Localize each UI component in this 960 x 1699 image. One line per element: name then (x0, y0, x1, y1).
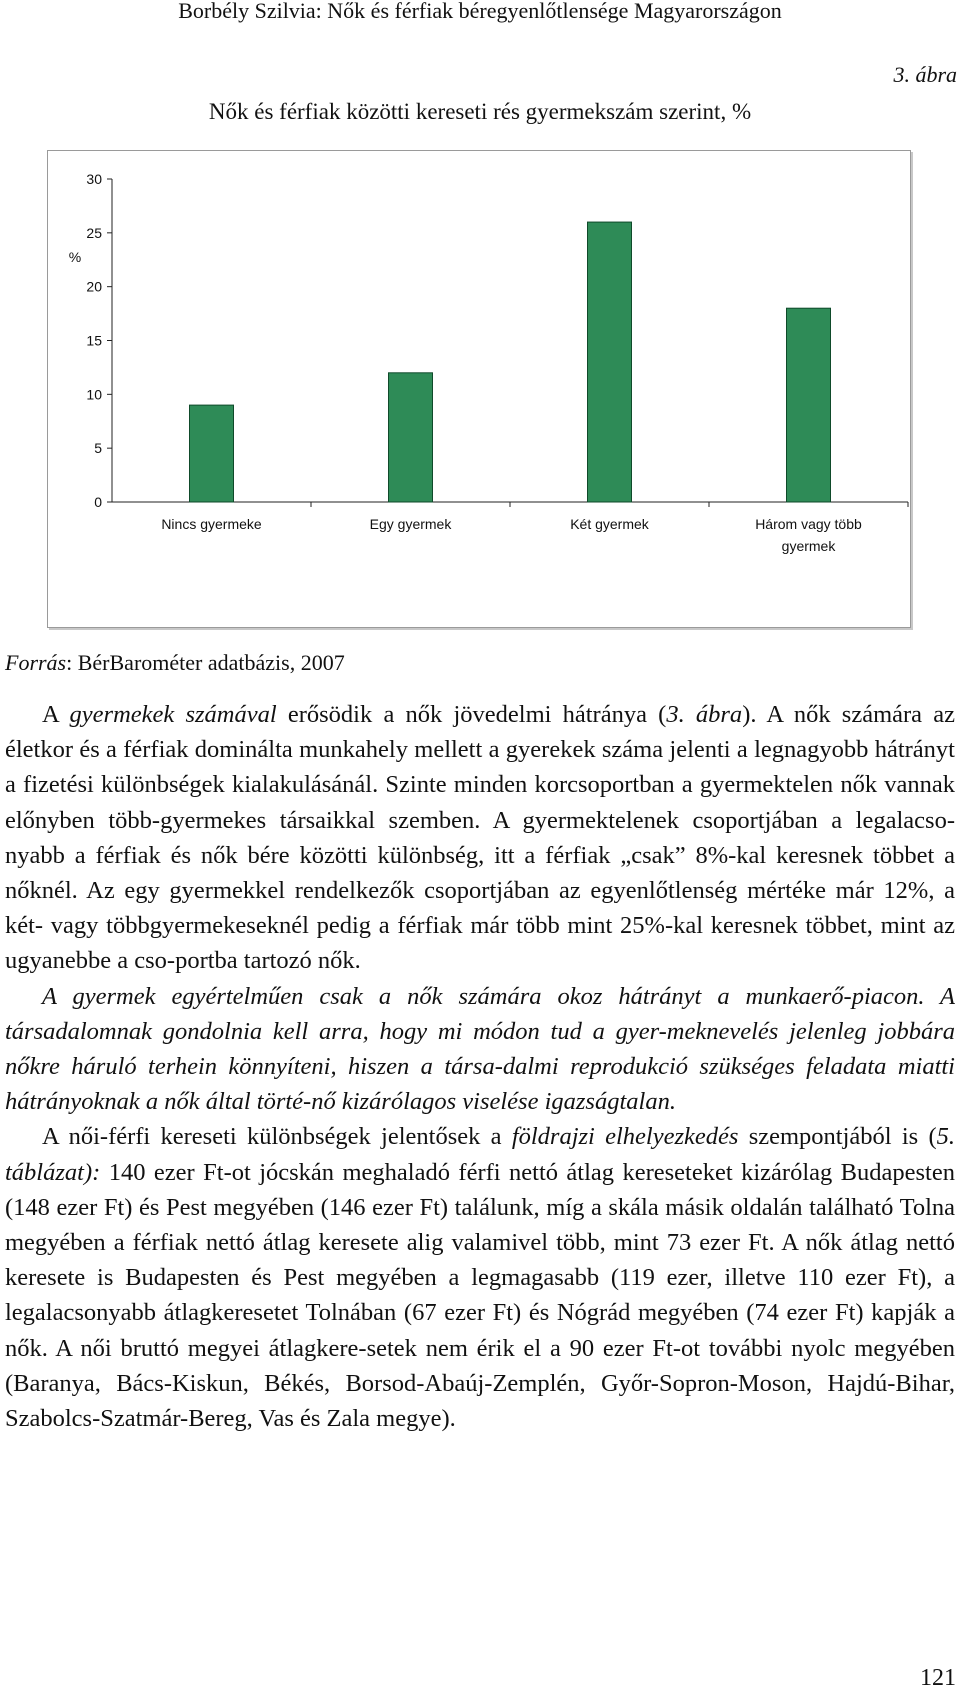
y-tick-label: 20 (86, 278, 102, 295)
text-run: A női-férfi kereseti különbségek jelentősek a (42, 1123, 512, 1151)
x-tick-label-line: Két gyermek (570, 516, 649, 532)
y-tick-label: 5 (94, 440, 102, 457)
figure-source (5, 649, 345, 677)
text-run: ). A nők számára az életkor és a férfiak dominálta munkahely mellett a gyerekek száma jelenti a legnagyobb hátrányt a fizetési különbségek kialakulásánál. Szinte minden korcsoportban a gyermektelen nők vannak előnyben több-gyermekes társaikkal szemben. A gyermektelenek csoportjában a legalacso-nyabb a férfiak és nők bére közötti különbség, itt a férfiak „csak” 8%-kal keresnek többet a nőknél. Az egy gyermekkel rendelkezők csoportjában az egyenlőtlenség mértéke már 12%, a két- vagy többgyermekeseknél pedig a férfiak már több mint 25%-kal keresnek többet, mint az ugyanebbe a cso-portba tartozó nők. (5, 701, 955, 975)
paragraph-children-conclusion (5, 979, 955, 1120)
text-run: 140 ezer Ft-ot jócskán meghaladó férfi nettó átlag kereseteket kizárólag Budapesten (148 ezer Ft) és Pest megyében (146 ezer Ft) találunk, míg a skála másik oldalán található Tolna megyében a férfiak nettó átlag keresete alig valamivel több, mint 73 ezer Ft. A nők átlag nettó keresete is Budapesten és Pest megyében a legmagasabb (119 ezer, illetve 110 ezer Ft), a legalacsonyabb átlagkeresetet Tolnában (67 ezer Ft) és Nógrád megyében (74 ezer Ft) kapják a nők. A női bruttó megyei átlagkere-setek nem érik el a 90 ezer Ft-ot további nyolc megyében (Baranya, Bács-Kiskun, Békés, Borsod-Abaúj-Zemplén, Győr-Sopron-Moson, Hajdú-Bihar, Szabolcs-Szatmár-Bereg, Vas és Zala megye). (5, 1158, 955, 1433)
text-run: földrajzi elhelyezkedés (511, 1123, 739, 1151)
text-run: 5. táblázat (5, 1123, 956, 1186)
source-text: : BérBarométer adatbázis, 2007 (66, 650, 345, 675)
paragraph-geographic-differences (5, 1119, 955, 1436)
y-tick-label: 15 (86, 332, 102, 349)
chart-canvas (48, 151, 910, 627)
x-tick-label-line: Egy gyermek (369, 516, 452, 532)
x-tick-label (755, 516, 862, 554)
x-tick-label-line: Nincs gyermeke (161, 516, 262, 532)
text-run: gyermekek számával (69, 701, 277, 728)
x-tick-label-line: Három vagy több (755, 516, 862, 532)
y-tick-label: 30 (86, 171, 102, 187)
y-tick-label: 0 (94, 494, 102, 510)
y-axis-label: % (68, 249, 82, 265)
text-run: A gyermek egyértelműen csak a nők számára okoz hátrányt a munkaerő-piacon. A társadalomnak gondolnia kell arra, hogy mi módon tud a gyer-meknevelés jelenleg jobbára nőkre háruló terhein könnyíteni, hiszen a társa-dalmi reprodukció szükséges feladata miatti hátrányoknak a nők által törté-nő kizárólagos viselése igazságtalan. (5, 982, 955, 1116)
bar (190, 405, 234, 502)
source-label: Forrás (5, 650, 67, 675)
x-tick-label (370, 516, 453, 532)
text-run: 3. ábra (666, 701, 743, 728)
text-run: A (42, 701, 70, 728)
body-text (5, 697, 955, 1436)
bar (787, 308, 831, 502)
text-run: ): (83, 1158, 101, 1186)
text-run: szempontjából is ( (738, 1123, 937, 1151)
text-run: erősödik a nők jövedelmi hátránya ( (276, 701, 667, 728)
paragraph-children-effect (5, 697, 955, 979)
figure-label: 3. ábra (893, 62, 957, 87)
y-tick-label: 25 (86, 224, 102, 241)
bar (389, 373, 433, 502)
bar-chart (47, 150, 911, 628)
x-tick-label (570, 516, 650, 532)
figure-title: Nők és férfiak közötti kereseti rés gyermekszám szerint, % (208, 99, 752, 124)
running-head: Borbély Szilvia: Nők és férfiak béregyenlőtlensége Magyarországon (178, 0, 782, 23)
y-tick-label: 10 (86, 386, 102, 403)
x-tick-label (161, 516, 262, 532)
bar (588, 222, 632, 502)
page-number: 121 (920, 1665, 956, 1691)
x-tick-label-line: gyermek (781, 538, 836, 554)
